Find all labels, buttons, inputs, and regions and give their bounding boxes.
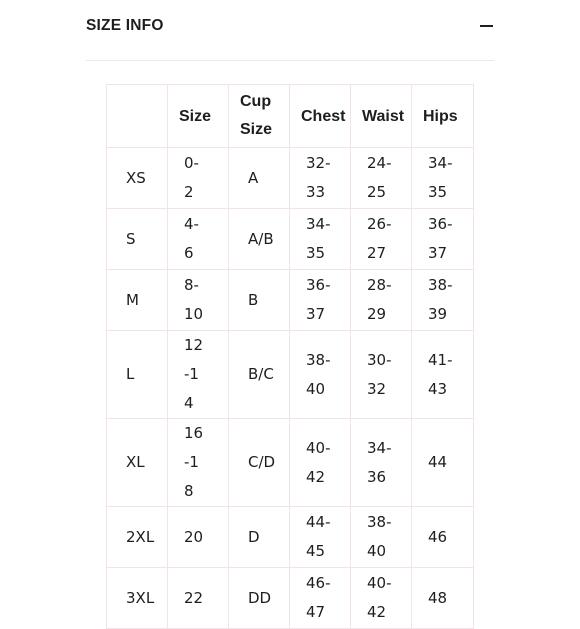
- header-hips: Hips: [412, 85, 474, 148]
- waist-range-text: 38-40: [367, 513, 392, 560]
- hips-range: [412, 331, 474, 419]
- size-info-header[interactable]: [86, 0, 494, 52]
- size-chart-table: [106, 84, 474, 629]
- header-chest: Chest: [290, 85, 351, 148]
- size-label: XS: [107, 148, 168, 209]
- table-row: [107, 507, 474, 568]
- size-number-text: 4-6: [184, 215, 199, 262]
- table-row: [107, 419, 474, 507]
- size-number: [168, 331, 229, 419]
- size-number: [168, 148, 229, 209]
- header-size: Size: [168, 85, 229, 148]
- waist-range-text: 24-25: [367, 154, 392, 201]
- table-row: [107, 568, 474, 629]
- waist-range-text: 26-27: [367, 215, 392, 262]
- table-header-row: [107, 85, 474, 148]
- cup-size: B/C: [229, 331, 290, 419]
- header-cup-size: [229, 85, 290, 148]
- waist-range: [351, 270, 412, 331]
- chest-range: [290, 331, 351, 419]
- hips-range-text: 36-37: [428, 215, 453, 262]
- waist-range: [351, 331, 412, 419]
- hips-range-text: 34-35: [428, 154, 453, 201]
- size-label: S: [107, 209, 168, 270]
- size-label: M: [107, 270, 168, 331]
- table-row: [107, 148, 474, 209]
- chest-range: [290, 568, 351, 629]
- chest-range: [290, 507, 351, 568]
- size-number: [168, 209, 229, 270]
- size-number: [168, 270, 229, 331]
- hips-range: [412, 148, 474, 209]
- size-number: 20: [168, 507, 229, 568]
- chest-range: [290, 419, 351, 507]
- waist-range: [351, 148, 412, 209]
- chest-range: [290, 270, 351, 331]
- chest-range: [290, 148, 351, 209]
- size-label: L: [107, 331, 168, 419]
- chest-range-text: 38-40: [306, 350, 331, 398]
- hips-range: 46: [412, 507, 474, 568]
- waist-range-text: 34-36: [367, 438, 392, 486]
- hips-range: 44: [412, 419, 474, 507]
- table-row: [107, 331, 474, 419]
- waist-range-text: 30-32: [367, 350, 392, 398]
- chest-range-text: 36-37: [306, 276, 331, 323]
- waist-range: [351, 419, 412, 507]
- waist-range-text: 28-29: [367, 276, 392, 323]
- chest-range: [290, 209, 351, 270]
- size-number: [168, 419, 229, 507]
- hips-range-text: 41-43: [428, 350, 453, 398]
- size-label: 3XL: [107, 568, 168, 629]
- header-waist: Waist: [351, 85, 412, 148]
- size-label: XL: [107, 419, 168, 507]
- cup-size: DD: [229, 568, 290, 629]
- cup-size: B: [229, 270, 290, 331]
- hips-range: [412, 270, 474, 331]
- table-row: [107, 209, 474, 270]
- cup-size: A/B: [229, 209, 290, 270]
- section-divider: [86, 60, 494, 61]
- table-row: [107, 270, 474, 331]
- size-number-text: 8-10: [184, 276, 204, 323]
- header-cup-size-text: Cup Size: [240, 93, 273, 138]
- header-empty: [107, 85, 168, 148]
- waist-range: [351, 568, 412, 629]
- chest-range-text: 44-45: [306, 513, 331, 560]
- hips-range-text: 38-39: [428, 276, 453, 323]
- cup-size: D: [229, 507, 290, 568]
- size-number-text: 0-2: [184, 154, 199, 201]
- cup-size: A: [229, 148, 290, 209]
- chest-range-text: 40-42: [306, 438, 331, 486]
- hips-range: 48: [412, 568, 474, 629]
- chest-range-text: 46-47: [306, 574, 331, 621]
- section-title: SIZE INFO: [86, 16, 164, 34]
- collapse-toggle-button[interactable]: [476, 16, 496, 36]
- waist-range: [351, 209, 412, 270]
- hips-range: [412, 209, 474, 270]
- chest-range-text: 34-35: [306, 215, 331, 262]
- size-label: 2XL: [107, 507, 168, 568]
- waist-range: [351, 507, 412, 568]
- size-number-text: 16-18: [184, 424, 204, 500]
- cup-size: C/D: [229, 419, 290, 507]
- size-number-text: 12-14: [184, 336, 204, 412]
- minus-icon: [480, 25, 493, 27]
- size-number: 22: [168, 568, 229, 629]
- waist-range-text: 40-42: [367, 574, 392, 621]
- chest-range-text: 32-33: [306, 154, 331, 201]
